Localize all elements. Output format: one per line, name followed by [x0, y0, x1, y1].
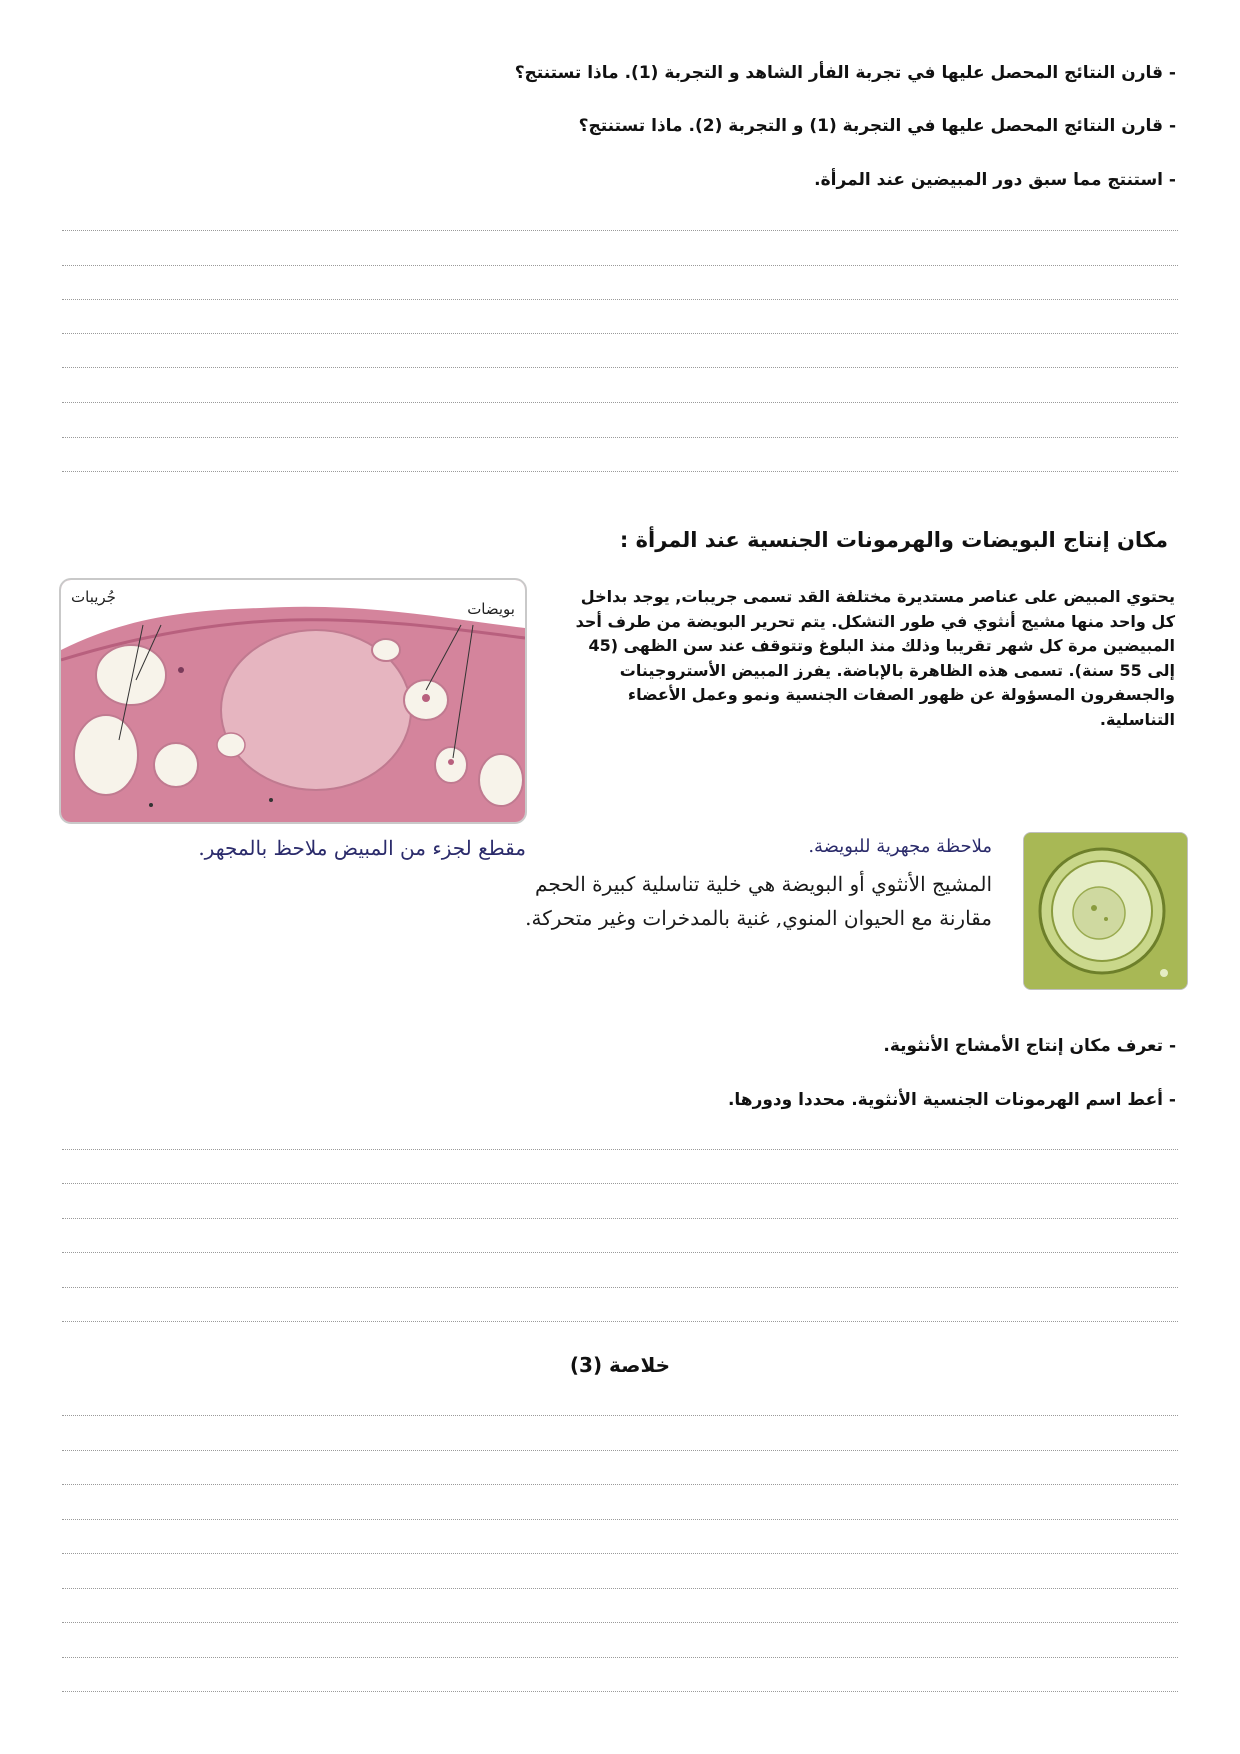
- ovary-caption: مقطع لجزء من المبيض ملاحظ بالمجهر.: [198, 836, 526, 860]
- paragraph-line: التناسلية.: [1099, 709, 1175, 729]
- follicles-label: جُريبات: [71, 588, 116, 606]
- egg-caption-line1: المشيج الأنثوي أو البويضة هي خلية تناسلية كبيرة الحجم: [535, 872, 992, 896]
- question-identify-production-site: - تعرف مكان إنتاج الأمشاج الأنثوية.: [883, 1036, 1176, 1056]
- egg-micrograph-image: [1023, 832, 1188, 990]
- question-compare-control-exp1: - قارن النتائج المحصل عليها في تجربة الفأر الشاهد و التجربة (1). ماذا تستنتج؟: [514, 63, 1176, 83]
- paragraph-line: إلى 55 سنة). تسمى هذه الظاهرة بالإباضة. يفرز المبيض الأستروجينات: [619, 660, 1175, 680]
- section-title: مكان إنتاج البويضات والهرمونات الجنسية عند المرأة :: [619, 528, 1168, 552]
- paragraph-line: يحتوي المبيض على عناصر مستديرة مختلفة القد تسمى جريبات, يوجد بداخل: [580, 587, 1175, 606]
- egg-figure-title: ملاحظة مجهرية للبويضة.: [808, 836, 992, 857]
- ova-label: بويضات: [467, 600, 515, 618]
- summary-title: خلاصة (3): [569, 1353, 671, 1377]
- question-deduce-ovary-role: - استنتج مما سبق دور المبيضين عند المرأة.: [814, 170, 1176, 190]
- section-paragraph: [555, 585, 1175, 732]
- question-name-hormones: - أعط اسم الهرمونات الجنسية الأنثوية. محددا ودورها.: [727, 1090, 1176, 1110]
- paragraph-line: كل واحد منها مشيج أنثوي في طور التشكل. يتم تحرير البويضة من طرف أحد: [575, 611, 1175, 631]
- egg-caption-line2: مقارنة مع الحيوان المنوي, غنية بالمدخرات وغير متحركة.: [525, 906, 992, 930]
- ovary-micrograph-illustration: [61, 580, 525, 822]
- paragraph-line: المبيضين مرة كل شهر تقريبا وذلك منذ البلوغ وتتوقف عند سن الظهى (45: [588, 636, 1175, 655]
- paragraph-line: والجسفرون المسؤولة عن ظهور الصفات الجنسية ونمو وعمل الأعضاء: [627, 685, 1175, 704]
- question-compare-exp1-exp2: - قارن النتائج المحصل عليها في التجربة (1) و التجربة (2). ماذا تستنتج؟: [578, 116, 1176, 136]
- egg-illustration: [1024, 833, 1187, 989]
- ovary-section-image: [59, 578, 527, 824]
